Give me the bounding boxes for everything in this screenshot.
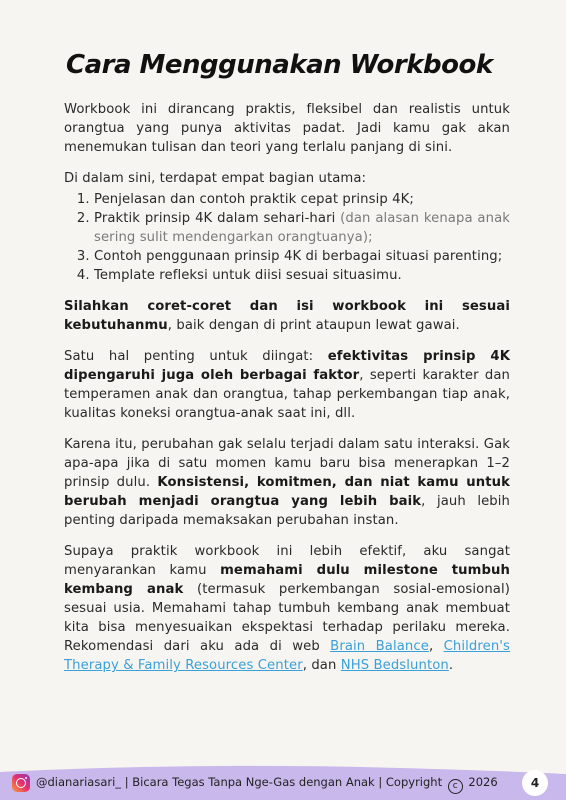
- childrens-therapy-link[interactable]: Children's Therapy & Family Resources Center: [64, 639, 510, 673]
- page-number: 4: [522, 770, 548, 796]
- usage-paragraph: Silahkan coret-coret dan isi workbook ini sesuai kebutuhanmu, baik dengan di print ataupun lewat gawai.: [64, 299, 510, 333]
- content: [64, 100, 510, 687]
- sections-intro: Di dalam sini, terdapat empat bagian utama:: [64, 171, 367, 186]
- list-item-note: (dan alasan kenapa anak sering sulit mendengarkan orangtuanya);: [94, 211, 510, 245]
- intro-paragraph: Workbook ini dirancang praktis, fleksibel dan realistis untuk orangtua yang punya aktivitas padat. Jadi kamu gak akan menemukan tulisan dan teori yang terlalu panjang di sini.: [64, 102, 510, 155]
- footer-copyright-label: Copyright: [385, 775, 443, 789]
- list-item: 3. Contoh penggunaan prinsip 4K di berbagai situasi parenting;: [94, 247, 510, 266]
- milestone-paragraph: Supaya praktik workbook ini lebih efektif, aku sangat menyarankan kamu memahami dulu milestone tumbuh kembang anak (termasuk perkembangan sosial-emosional) sesuai usia. Memahami tahap tumbuh kembang anak membuat kita bisa menyesuaikan ekspektasi terhadap perilaku mereka. Rekomendasi dari aku ada di web Brain Balance, Children's Therapy & Family Resources Center, dan NHS Bedslunton.: [64, 544, 511, 673]
- list-item: 2. Praktik prinsip 4K dalam sehari-hari (dan alasan kenapa anak sering sulit mendengarkan orangtuanya);: [94, 209, 510, 247]
- footer: [0, 766, 566, 800]
- sections-list: [64, 190, 510, 285]
- list-item: 4. Template refleksi untuk diisi sesuai situasimu.: [94, 266, 510, 285]
- factors-paragraph: Satu hal penting untuk diingat: efektivitas prinsip 4K dipengaruhi juga oleh berbagai faktor, seperti karakter dan temperamen anak dan orangtua, tahap perkembangan tiap anak, kualitas koneksi orangtua-anak saat ini, dll.: [64, 349, 511, 421]
- copyright-icon: c: [448, 779, 463, 794]
- brain-balance-link[interactable]: Brain Balance: [330, 639, 429, 654]
- instagram-icon: [12, 774, 30, 792]
- page-title: Cara Menggunakan Workbook: [66, 50, 493, 80]
- footer-book-title: Bicara Tegas Tanpa Nge-Gas dengan Anak: [132, 775, 375, 789]
- consistency-paragraph: Karena itu, perubahan gak selalu terjadi dalam satu interaksi. Gak apa-apa jika di satu momen kamu baru bisa menerapkan 1–2 prinsip dulu. Konsistensi, komitmen, dan niat kamu untuk berubah menjadi orangtua yang lebih baik, jauh lebih penting daripada memaksakan perubahan instan.: [64, 437, 511, 528]
- list-item: 1. Penjelasan dan contoh praktik cepat prinsip 4K;: [94, 190, 510, 209]
- nhs-link[interactable]: NHS Bedslunton: [340, 658, 449, 673]
- footer-text: @dianariasari_ | Bicara Tegas Tanpa Nge-Gas dengan Anak | Copyright c 2026: [36, 775, 498, 794]
- footer-year: 2026: [468, 775, 498, 789]
- footer-handle: @dianariasari_: [36, 775, 122, 789]
